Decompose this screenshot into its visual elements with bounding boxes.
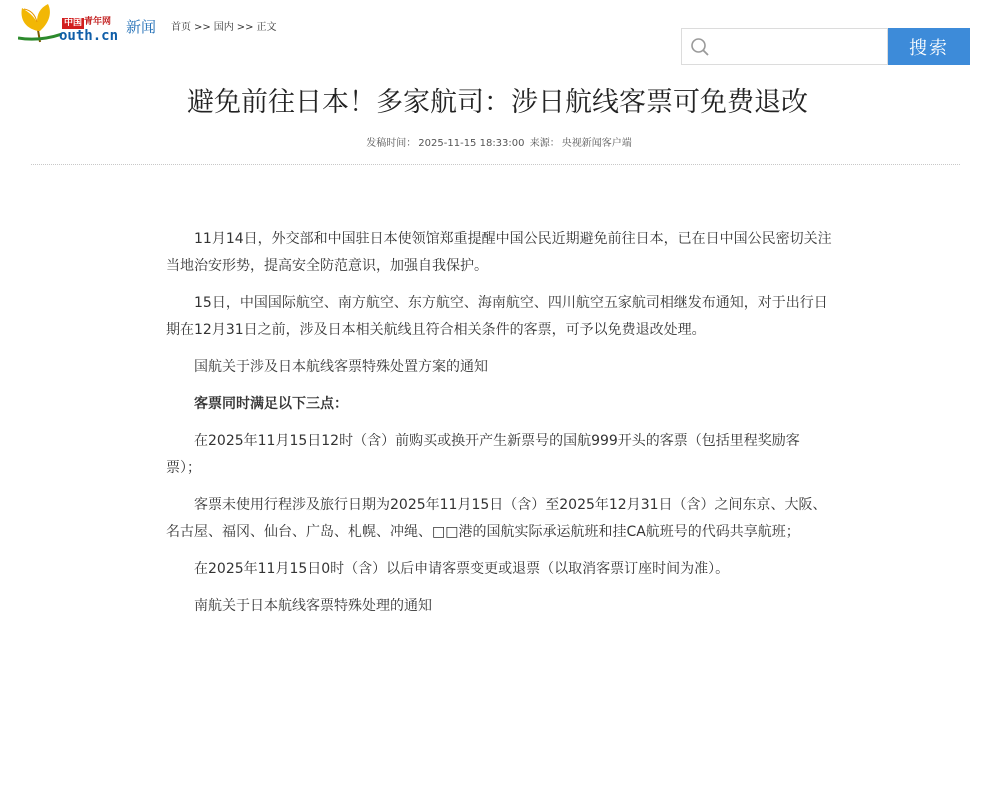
article-paragraph: 在2025年11月15日0时（含）以后申请客票变更或退票（以取消客票订座时间为准）。: [194, 561, 730, 577]
search-icon: [690, 37, 710, 57]
source-label: 来源：: [529, 138, 560, 149]
article-body: [166, 226, 834, 630]
article-subheading: 客票同时满足以下三点：: [194, 396, 348, 412]
article-paragraph: 南航关于日本航线客票特殊处理的通知: [194, 598, 432, 614]
section-news-link[interactable]: 新闻: [126, 18, 157, 36]
logo-china-text: 中国: [64, 18, 83, 28]
title-divider: [31, 164, 960, 165]
search-box: [681, 28, 888, 65]
breadcrumb: [171, 21, 277, 35]
logo-youth-net-text: 青年网: [84, 17, 112, 27]
article-paragraph: 15日，中国国际航空、南方航空、东方航空、海南航空、四川航空五家航司相继发布通知，对于出行日期在12月31日之前，涉及日本相关航线且符合相关条件的客票，可予以免费退改处理。: [166, 295, 828, 338]
article-paragraph: 在2025年11月15日12时（含）前购买或换开产生新票号的国航999开头的客票（包括里程奖励客票）；: [166, 433, 800, 476]
publish-label: 发稿时间：: [366, 138, 417, 149]
article-title: 避免前往日本！多家航司：涉日航线客票可免费退改: [187, 87, 808, 118]
breadcrumb-separator: >>: [236, 22, 254, 33]
logo-domain-text: outh.cn: [59, 28, 119, 44]
search-input[interactable]: [714, 33, 886, 62]
publish-time: 2025-11-15 18:33:00: [418, 138, 525, 149]
article-paragraph: 11月14日，外交部和中国驻日本使领馆郑重提醒中国公民近期避免前往日本，已在日中国公民密切关注当地治安形势，提高安全防范意识，加强自我保护。: [166, 231, 832, 274]
breadcrumb-home[interactable]: 首页: [171, 22, 191, 33]
breadcrumb-separator: >>: [194, 22, 211, 33]
search-button[interactable]: 搜索: [888, 28, 970, 65]
article-meta: [0, 137, 1000, 151]
source-name: 央视新闻客户端: [561, 138, 632, 149]
site-logo[interactable]: [18, 4, 126, 44]
page-header: [0, 0, 1005, 70]
article-paragraph: 国航关于涉及日本航线客票特殊处置方案的通知: [194, 359, 488, 375]
breadcrumb-current: 正文: [256, 22, 277, 33]
breadcrumb-domestic[interactable]: 国内: [213, 22, 234, 33]
ginkgo-leaf-icon: [18, 4, 62, 44]
article-paragraph: 客票未使用行程涉及旅行日期为2025年11月15日（含）至2025年12月31日（含）之间东京、大阪、名古屋、福冈、仙台、广岛、札幌、冲绳、□□港的国航实际承运航班和挂CA航班号的代码共享航班；: [166, 497, 827, 540]
